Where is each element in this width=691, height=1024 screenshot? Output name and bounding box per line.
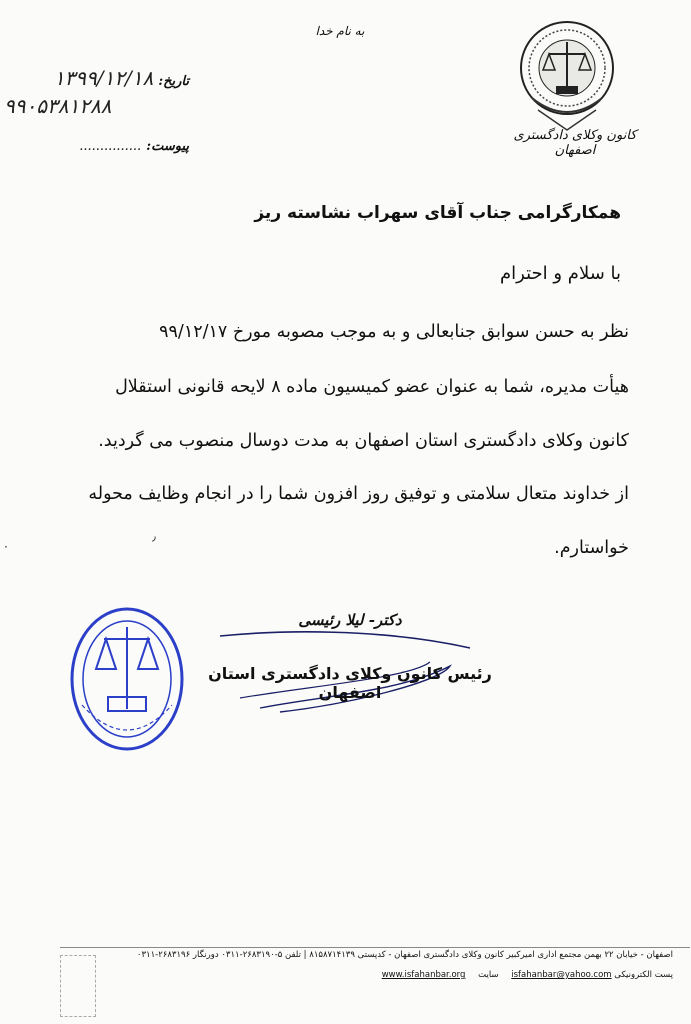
bar-association-logo xyxy=(516,18,618,136)
official-stamp xyxy=(68,605,186,753)
website-link[interactable]: www.isfahanbar.org xyxy=(381,970,466,980)
stray-mark: ٫ xyxy=(152,529,156,543)
date-line xyxy=(4,66,189,90)
date-label: تاریخ: xyxy=(158,74,189,89)
stray-mark: · xyxy=(4,540,8,554)
email-link[interactable]: isfahanbar@yahoo.com xyxy=(511,970,612,980)
body-line: خواستارم. xyxy=(554,538,629,558)
letter-number xyxy=(4,94,189,118)
body-line: هیأت مدیره، شما به عنوان عضو کمیسیون ماده ۸ لایحه قانونی استقلال xyxy=(115,377,629,397)
signatory-title: رئیس کانون وکلای دادگستری استان اصفهان xyxy=(208,664,492,702)
organization-caption: کانون وکلای دادگستری اصفهان xyxy=(513,128,637,158)
footer-contacts xyxy=(113,970,673,980)
signatory-name: دکتر- لیلا رئیسی xyxy=(298,611,402,629)
corner-box xyxy=(60,955,96,1017)
recipient-line: همکارگرامی جناب آقای سهراب نشاسته ریز xyxy=(254,203,621,223)
email-label: پست الکترونیکی xyxy=(614,970,673,980)
website-label: سایت xyxy=(478,970,499,980)
greeting-line: با سلام و احترام xyxy=(500,263,621,284)
attachment-line xyxy=(4,135,189,154)
letter-number-value: ۹۹۰۵۳۸۱۲۸۸ xyxy=(4,94,112,118)
attachment-dots: ............... xyxy=(79,139,142,154)
body-line: نظر به حسن سوابق جنابعالی و به موجب مصوبه مورخ ۹۹/۱۲/۱۷ xyxy=(159,322,629,342)
body-line: کانون وکلای دادگستری استان اصفهان به مدت دوسال منصوب می گردید. xyxy=(98,431,629,451)
attachment-label: پیوست: xyxy=(146,139,189,154)
bismillah-heading: به نام خدا xyxy=(315,24,365,38)
footer-divider xyxy=(60,947,690,948)
date-value: ۱۳۹۹/۱۲/۱۸ xyxy=(53,66,154,90)
body-line: از خداوند متعال سلامتی و توفیق روز افزون شما را در انجام وظایف محوله xyxy=(88,484,629,504)
footer-address: اصفهان - خیابان ۲۲ بهمن مجتمع اداری امیرکبیر کانون وکلای دادگستری اصفهان - کدپستی ۸۱۵۸۷۱۴۱۳۹ | تلفن ۵-۲۶۸۳۱۹۰-۰۳۱۱ دورنگار ۲۶۸۳۱۹۶-۰۳۱۱ xyxy=(136,950,673,960)
